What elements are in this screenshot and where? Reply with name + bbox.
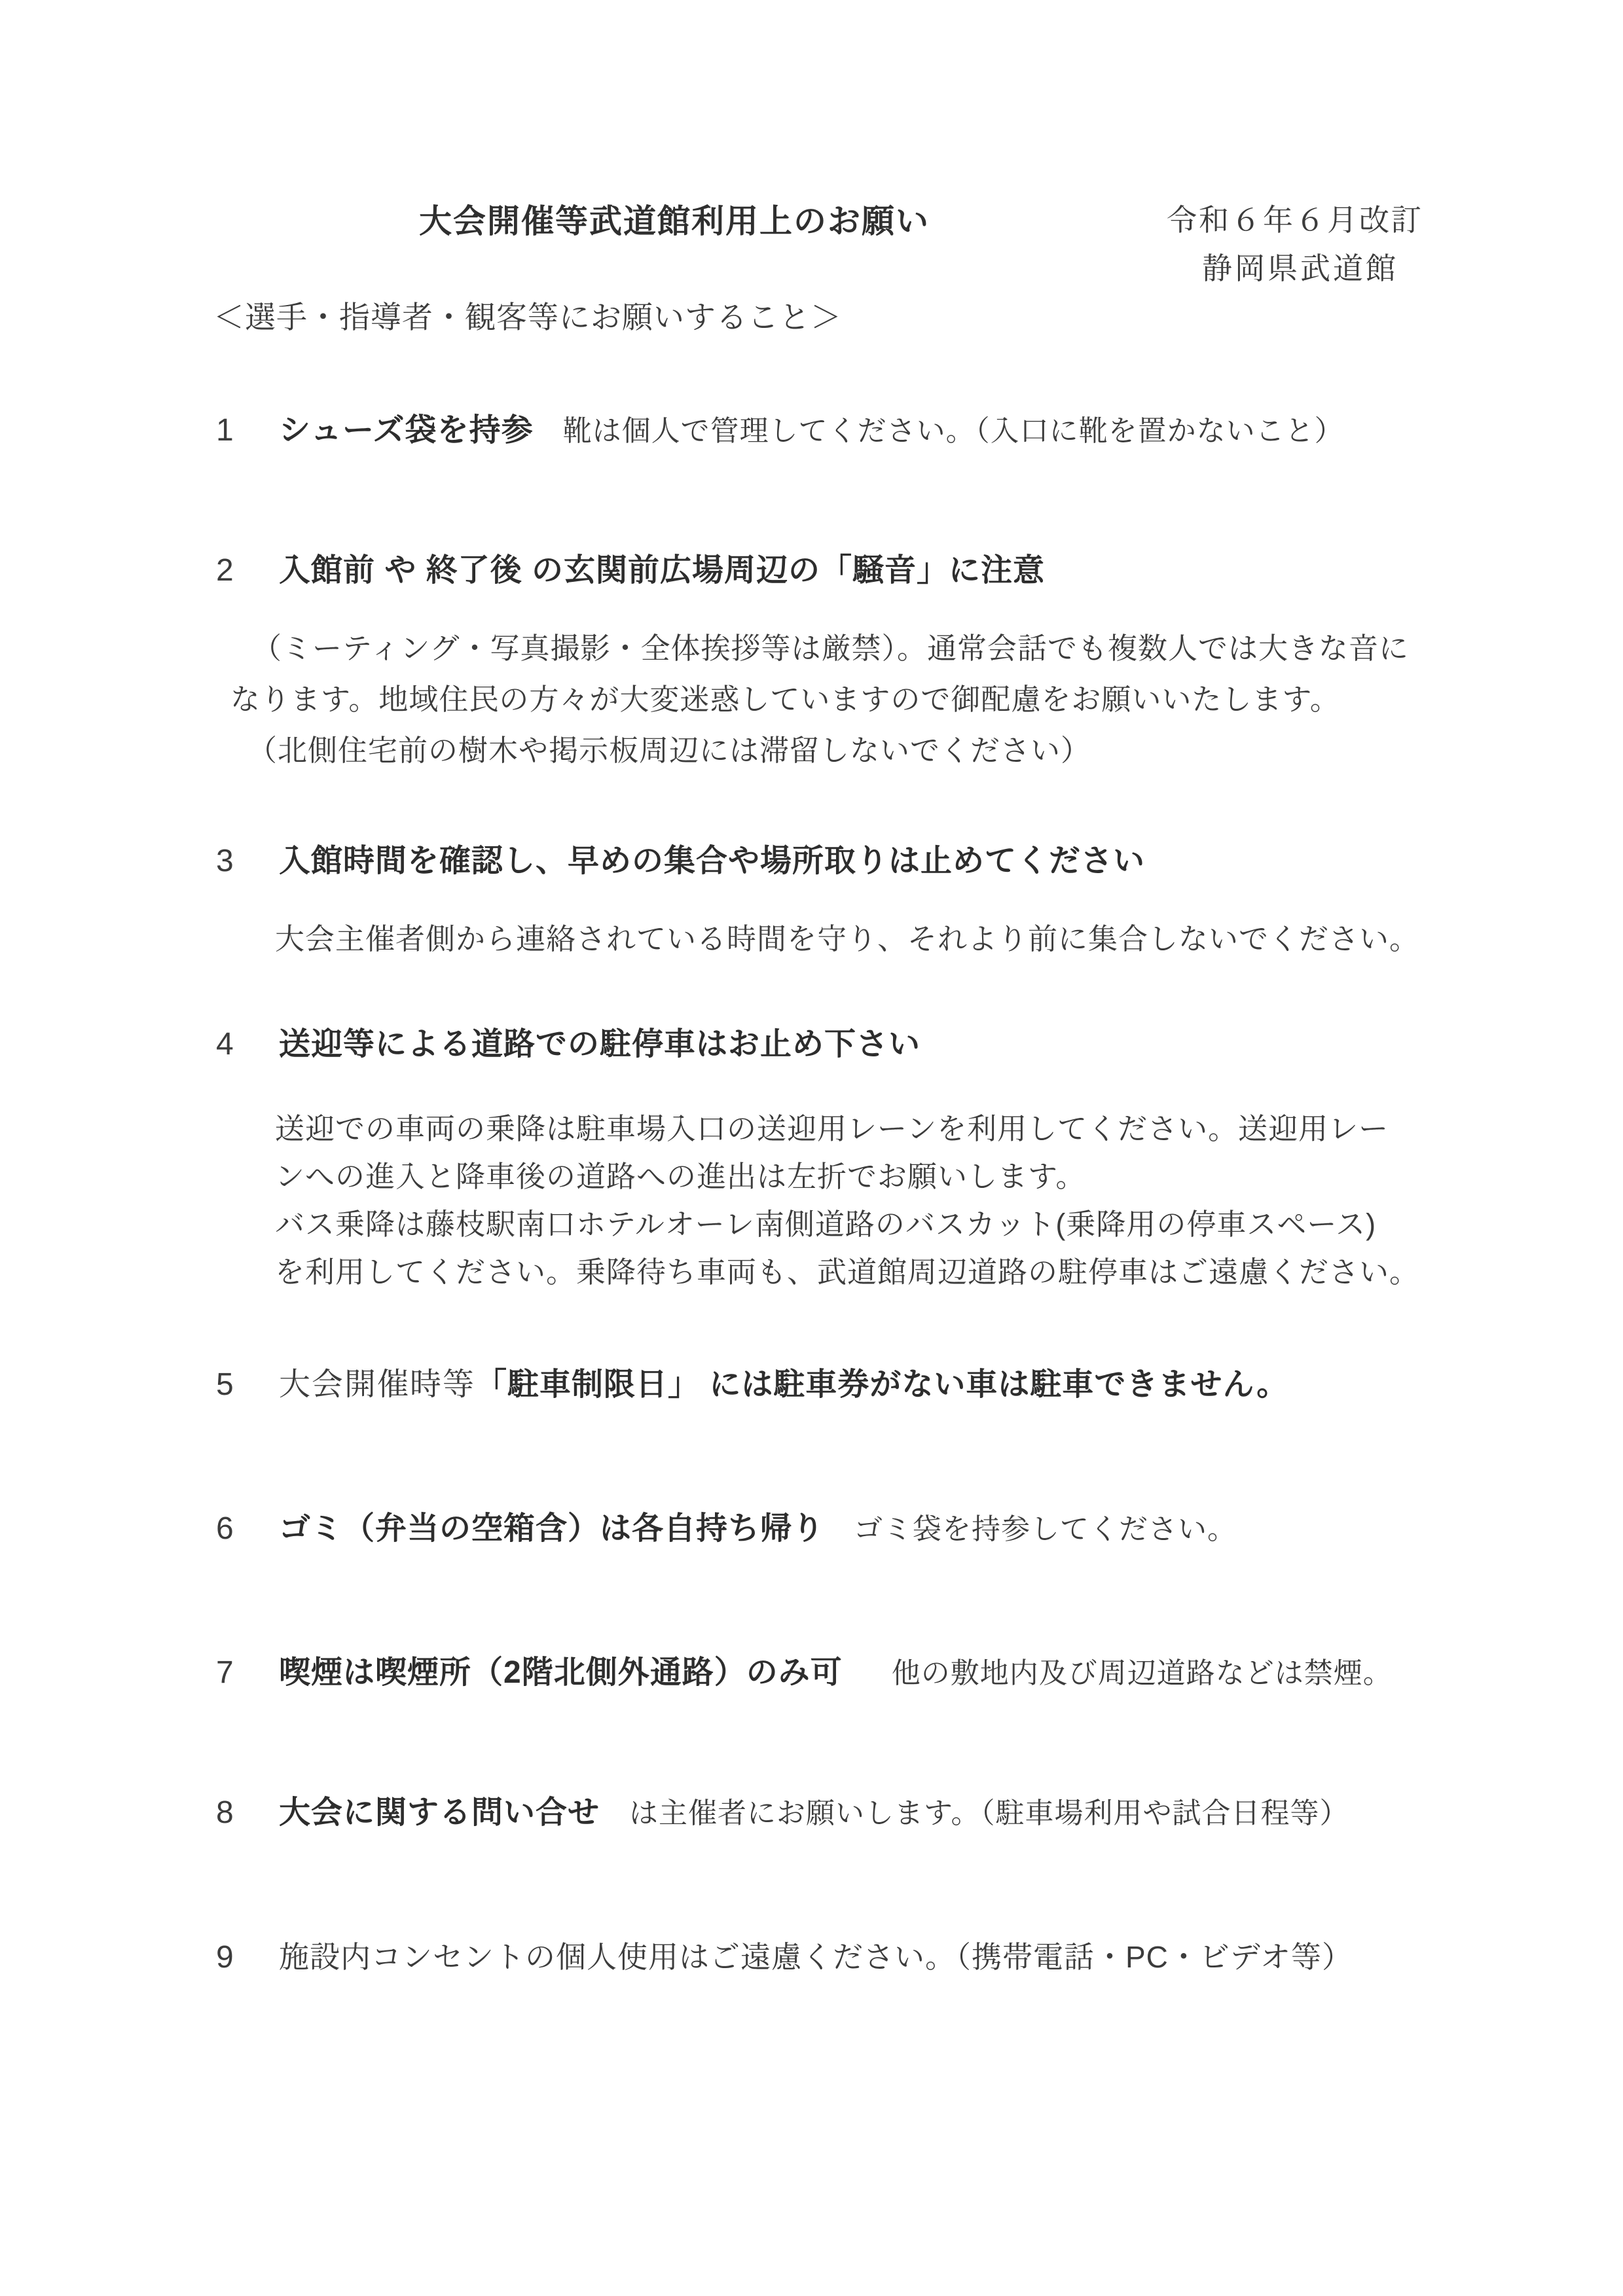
item-body-line: なります。地域住民の方々が大変迷惑していますので御配慮をお願いいたします。: [230, 683, 1340, 716]
audience-subtitle: ＜選手・指導者・観客等にお願いすること＞: [213, 300, 842, 334]
item-body: [216, 1105, 1447, 1296]
item-body: [216, 914, 1447, 965]
item-number: 1: [216, 413, 234, 448]
item-body-line: （北側住宅前の樹木や掲示板周辺には滞留しないでください）: [247, 734, 1091, 767]
notice-item-8: [216, 1793, 1447, 1833]
item-heading: 「駐車制限日」 には駐車券がない車は駐車できません。: [475, 1367, 1289, 1402]
item-note: ゴミ袋を持参してください。: [854, 1513, 1237, 1545]
organization-name: 静岡県武道館: [1202, 251, 1398, 285]
item-heading: シューズ袋を持参: [279, 413, 534, 448]
notice-item-1: [216, 411, 1447, 451]
item-number: 2: [216, 553, 234, 588]
item-body-line: （ミーティング・写真撮影・全体挨拶等は厳禁）。通常会話でも複数人では大きな音に: [252, 632, 1410, 665]
item-number: 6: [216, 1511, 234, 1546]
item-number: 5: [216, 1367, 234, 1402]
item-heading: 送迎等による道路での駐停車はお止め下さい: [279, 1027, 921, 1062]
notice-item-4: [216, 1025, 1447, 1296]
notice-item-5: [216, 1365, 1447, 1405]
item-heading: 大会に関する問い合せ: [279, 1795, 600, 1830]
item-body-line: ンへの進入と降車後の道路への進出は左折でお願いします。: [275, 1160, 1086, 1193]
item-note: は主催者にお願いします。（駐車場利用や試合日程等）: [629, 1797, 1349, 1829]
item-heading: 喫煙は喫煙所（2階北側外通路）のみ可: [279, 1655, 843, 1690]
item-heading: ゴミ（弁当の空箱含）は各自持ち帰り: [279, 1511, 825, 1546]
item-note: 他の敷地内及び周辺道路などは禁煙。: [891, 1657, 1393, 1689]
notice-item-7: [216, 1653, 1447, 1693]
notice-item-6: [216, 1509, 1447, 1549]
item-body-line: を利用してください。乗降待ち車両も、武道館周辺道路の駐停車はご遠慮ください。: [275, 1255, 1420, 1289]
notice-item-9: [216, 1937, 1447, 1977]
notice-item-2: [216, 551, 1447, 776]
document-title: 大会開催等武道館利用上のお願い: [419, 203, 930, 240]
item-body-line: バス乗降は藤枝駅南口ホテルオーレ南側道路のバスカット(乗降用の停車スペース): [275, 1208, 1377, 1241]
item-number: 3: [216, 844, 234, 878]
item-number: 4: [216, 1027, 234, 1062]
item-text: 施設内コンセントの個人使用はご遠慮ください。（携帯電話・PC・ビデオ等）: [279, 1940, 1353, 1974]
item-lead-text: 大会開催時等: [279, 1367, 476, 1402]
item-body-line: 大会主催者側から連絡されている時間を守り、それより前に集合しないでください。: [275, 922, 1420, 956]
item-number: 8: [216, 1795, 234, 1830]
revision-date: 令和６年６月改訂: [1167, 203, 1423, 237]
item-body-line: 送迎での車両の乗降は駐車場入口の送迎用レーンを利用してください。送迎用レー: [275, 1112, 1389, 1145]
item-heading: 入館前 や 終了後 の玄関前広場周辺の「騒音」に注意: [279, 553, 1046, 588]
item-number: 9: [216, 1940, 234, 1975]
item-number: 7: [216, 1655, 234, 1690]
notice-item-3: [216, 842, 1447, 965]
item-body: [216, 623, 1447, 776]
item-note: 靴は個人で管理してください。（入口に靴を置かないこと）: [562, 415, 1344, 447]
item-heading: 入館時間を確認し、早めの集合や場所取りは止めてください: [279, 844, 1146, 878]
